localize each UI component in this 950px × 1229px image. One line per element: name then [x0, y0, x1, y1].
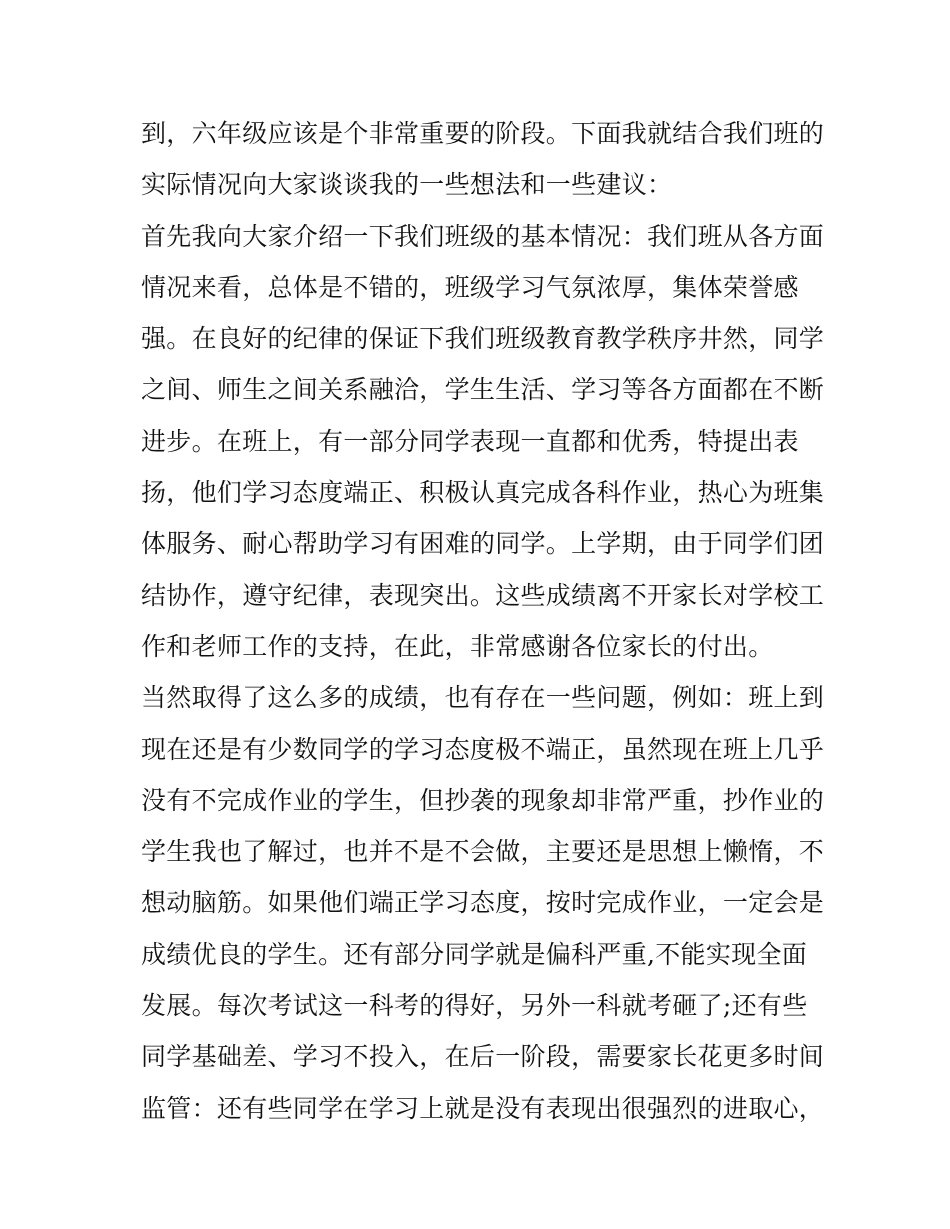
text-line: 强。在良好的纪律的保证下我们班级教育教学秩序井然，同学 [141, 324, 825, 354]
text-line: 结协作，遵守纪律，表现突出。这些成绩离不开家长对学校工 [141, 580, 825, 610]
text-line: 到，六年级应该是个非常重要的阶段。下面我就结合我们班的 [141, 119, 825, 148]
text-line: 现在还是有少数同学的学习态度极不端正，虽然现在班上几乎 [141, 734, 825, 764]
text-line: 没有不完成作业的学生，但抄袭的现象却非常严重，抄作业的 [141, 785, 825, 815]
text-line: 成绩优良的学生。还有部分同学就是偏科严重,不能实现全面 [141, 939, 808, 969]
text-line: 情况来看，总体是不错的，班级学习气氛浓厚，集体荣誉感 [141, 272, 799, 302]
text-line: 首先我向大家介绍一下我们班级的基本情况：我们班从各方面 [141, 221, 825, 251]
text-line: 监管：还有些同学在学习上就是没有表现出很强烈的进取心， [141, 1093, 825, 1123]
text-line: 实际情况向大家谈谈我的一些想法和一些建议： [141, 170, 673, 200]
text-line: 发展。每次考试这一科考的得好，另外一科就考砸了;还有些 [141, 991, 808, 1021]
body-text [141, 108, 825, 1134]
text-line: 作和老师工作的支持，在此，非常感谢各位家长的付出。 [141, 631, 774, 661]
text-line: 之间、师生之间关系融洽，学生生活、学习等各方面都在不断 [141, 375, 825, 405]
text-line: 体服务、耐心帮助学习有困难的同学。上学期，由于同学们团 [141, 529, 825, 559]
text-line: 想动脑筋。如果他们端正学习态度，按时完成作业，一定会是 [141, 888, 825, 918]
text-line: 学生我也了解过，也并不是不会做，主要还是思想上懒惰，不 [141, 837, 825, 867]
text-line: 同学基础差、学习不投入，在后一阶段，需要家长花更多时间 [141, 1042, 825, 1072]
text-line: 扬，他们学习态度端正、积极认真完成各科作业，热心为班集 [141, 478, 825, 508]
text-line: 当然取得了这么多的成绩，也有存在一些问题，例如：班上到 [141, 683, 825, 713]
text-line: 进步。在班上，有一部分同学表现一直都和优秀，特提出表 [141, 426, 799, 456]
